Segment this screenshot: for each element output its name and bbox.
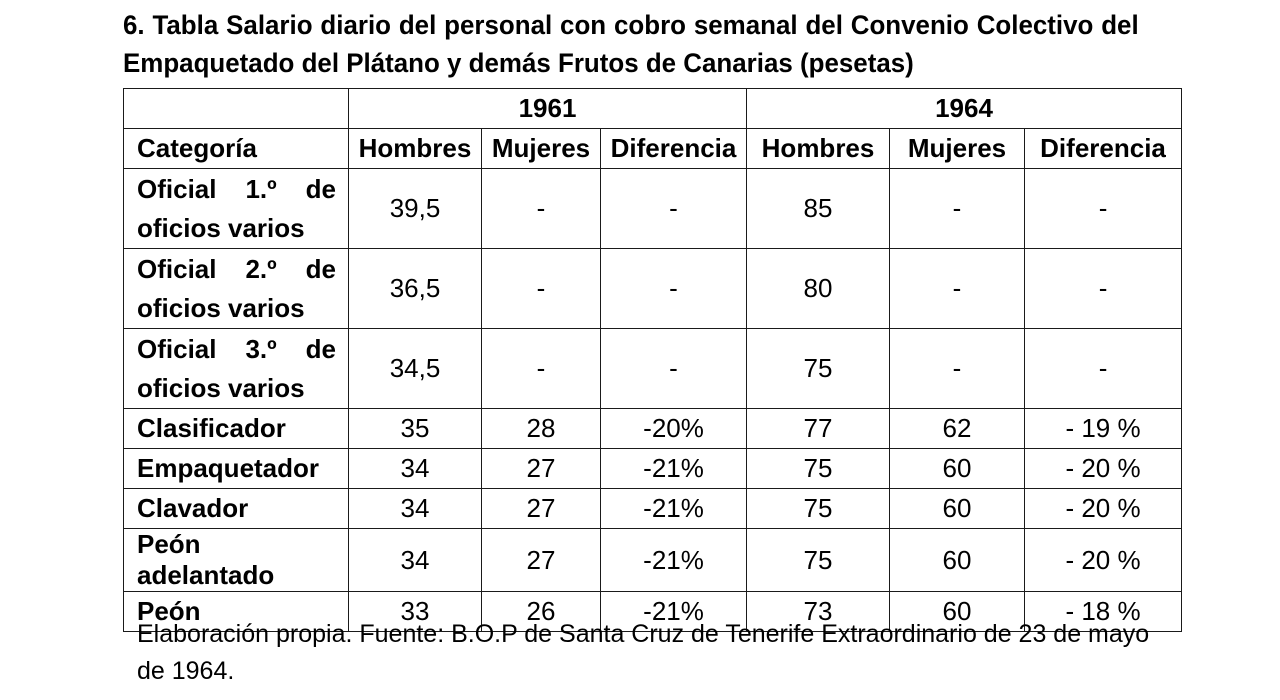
category-word: Oficial: [137, 333, 217, 364]
value-cell: 27: [482, 529, 601, 592]
value-cell: -: [601, 169, 747, 249]
value-cell: -21%: [601, 529, 747, 592]
value-cell: 75: [747, 529, 890, 592]
value-cell: -: [601, 249, 747, 329]
header-hombres-1964: Hombres: [747, 129, 890, 169]
value-cell: 75: [747, 489, 890, 529]
category-cell: Empaquetador: [124, 449, 349, 489]
column-header-row: [124, 129, 1182, 169]
value-cell: 28: [482, 409, 601, 449]
value-cell: 60: [890, 449, 1025, 489]
value-cell: 73: [747, 592, 890, 632]
category-word: Oficial: [137, 253, 217, 284]
category-line-2: oficios varios: [137, 292, 305, 323]
category-cell: [124, 329, 349, 409]
year-1961-header: 1961: [349, 89, 747, 129]
salary-table: [123, 88, 1182, 632]
value-cell: 62: [890, 409, 1025, 449]
value-cell: 60: [890, 592, 1025, 632]
value-cell: -21%: [601, 489, 747, 529]
header-diferencia-1961: Diferencia: [601, 129, 747, 169]
value-cell: -: [1025, 329, 1182, 409]
header-categoria: Categoría: [124, 129, 349, 169]
value-cell: -: [890, 329, 1025, 409]
table-row: [124, 249, 1182, 329]
table-row: [124, 169, 1182, 249]
header-mujeres-1961: Mujeres: [482, 129, 601, 169]
category-cell: Peón: [124, 592, 349, 632]
value-cell: 85: [747, 169, 890, 249]
table-row: [124, 489, 1182, 529]
value-cell: -20%: [601, 409, 747, 449]
value-cell: - 18 %: [1025, 592, 1182, 632]
category-word: 2.º: [245, 253, 277, 284]
value-cell: - 19 %: [1025, 409, 1182, 449]
value-cell: -: [482, 169, 601, 249]
value-cell: -: [482, 249, 601, 329]
value-cell: 34: [349, 449, 482, 489]
table-title-line-1: 6. Tabla Salario diario del personal con cobro semanal del Convenio Colectivo del: [123, 10, 1139, 40]
value-cell: -: [601, 329, 747, 409]
value-cell: 33: [349, 592, 482, 632]
value-cell: -21%: [601, 592, 747, 632]
table-row: [124, 449, 1182, 489]
category-line-2: oficios varios: [137, 212, 305, 243]
table-title-line-2: Empaquetado del Plátano y demás Frutos de Canarias (pesetas): [123, 48, 914, 78]
value-cell: 36,5: [349, 249, 482, 329]
source-note: Elaboración propia. Fuente: B.O.P de Santa Cruz de Tenerife Extraordinario de 23 de mayo de 1964.: [137, 620, 1150, 685]
value-cell: 34: [349, 529, 482, 592]
value-cell: 60: [890, 489, 1025, 529]
table-row: [124, 529, 1182, 592]
category-word: de: [305, 253, 336, 284]
year-1964-header: 1964: [747, 89, 1182, 129]
table-row: [124, 409, 1182, 449]
category-word: Oficial: [137, 173, 217, 204]
table-row: [124, 329, 1182, 409]
value-cell: 26: [482, 592, 601, 632]
category-cell: [124, 169, 349, 249]
category-word: de: [305, 333, 336, 364]
value-cell: - 20 %: [1025, 449, 1182, 489]
value-cell: 77: [747, 409, 890, 449]
value-cell: -: [1025, 249, 1182, 329]
value-cell: -: [890, 169, 1025, 249]
category-word: 1.º: [245, 173, 277, 204]
category-cell: Clavador: [124, 489, 349, 529]
category-cell: Clasificador: [124, 409, 349, 449]
empty-corner-cell: [124, 89, 349, 129]
value-cell: -21%: [601, 449, 747, 489]
category-line-2: oficios varios: [137, 372, 305, 403]
year-header-row: [124, 89, 1182, 129]
header-diferencia-1964: Diferencia: [1025, 129, 1182, 169]
value-cell: - 20 %: [1025, 529, 1182, 592]
value-cell: -: [890, 249, 1025, 329]
table-title: [123, 6, 1139, 82]
header-mujeres-1964: Mujeres: [890, 129, 1025, 169]
value-cell: 35: [349, 409, 482, 449]
value-cell: 75: [747, 449, 890, 489]
category-cell: Peón adelantado: [124, 529, 349, 592]
value-cell: 27: [482, 489, 601, 529]
category-word: de: [305, 173, 336, 204]
header-hombres-1961: Hombres: [349, 129, 482, 169]
value-cell: -: [1025, 169, 1182, 249]
value-cell: 34: [349, 489, 482, 529]
value-cell: 27: [482, 449, 601, 489]
category-cell: [124, 249, 349, 329]
category-word: 3.º: [245, 333, 277, 364]
value-cell: 75: [747, 329, 890, 409]
value-cell: 34,5: [349, 329, 482, 409]
value-cell: -: [482, 329, 601, 409]
value-cell: 80: [747, 249, 890, 329]
value-cell: - 20 %: [1025, 489, 1182, 529]
value-cell: 60: [890, 529, 1025, 592]
value-cell: 39,5: [349, 169, 482, 249]
